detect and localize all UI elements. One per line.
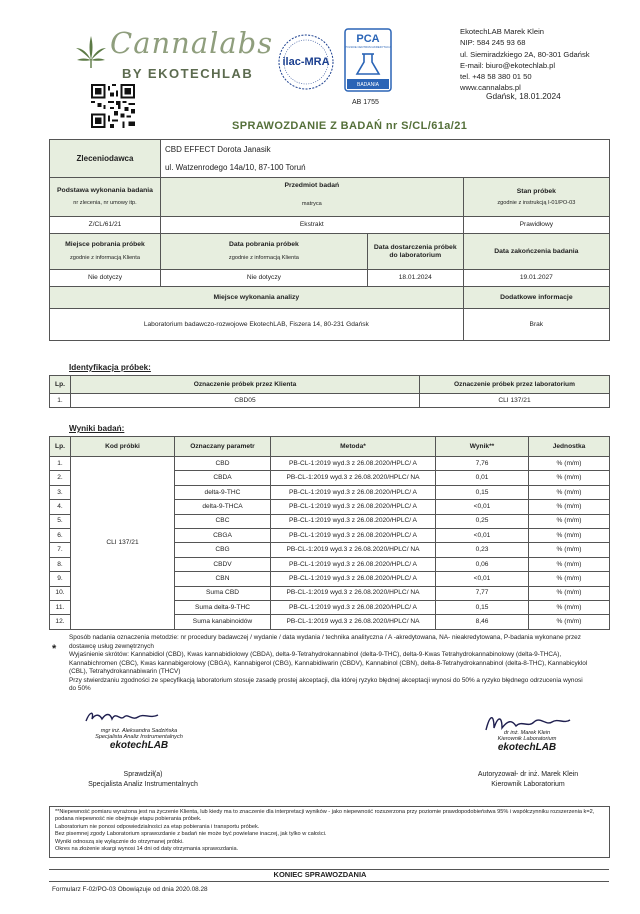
result-lp: 12. [50, 615, 71, 629]
ident-lab-header: Oznaczenie próbek przez laboratorium [420, 376, 610, 394]
left-signature-icon [82, 707, 162, 729]
method-note-asterisk: * [52, 643, 57, 655]
lab-website: www.cannalabs.pl [460, 83, 521, 93]
accreditation-number: AB 1755 [352, 99, 379, 106]
report-city-date: Gdańsk, 18.01.2024 [486, 91, 561, 101]
analysis-place-header: Miejsce wykonania analizy [50, 287, 464, 309]
result-parameter: Suma kanabinoidów [175, 615, 271, 629]
left-caption-1: Sprawdził(a) [123, 771, 163, 778]
result-method: PB-CL-1:2019 wyd.3 z 26.08.2020/HPLC/ A [271, 572, 436, 586]
left-stamp-logo: ekotechLAB [109, 740, 169, 751]
right-signature-caption [458, 770, 598, 790]
identification-table [49, 375, 610, 408]
result-value: 0,23 [436, 543, 529, 557]
right-signature-stamp [482, 730, 572, 753]
result-lp: 5. [50, 514, 71, 528]
right-stamp-name: dr inż. Marek Klein [503, 730, 551, 736]
result-parameter: CBDV [175, 557, 271, 571]
left-signature-caption [88, 770, 198, 790]
result-parameter: CBGA [175, 528, 271, 542]
end-divider-bottom [49, 881, 609, 882]
sampling-date-title: Data pobrania próbek [228, 241, 299, 249]
result-lp: 8. [50, 557, 71, 571]
result-method: PB-CL-1:2019 wyd.3 z 26.08.2020/HPLC/ A [271, 600, 436, 614]
result-value: 7,76 [436, 457, 529, 471]
subject-header-sub: matryca [301, 200, 322, 207]
condition-header-sub: zgodnie z instrukcją I-01/PO-03 [497, 199, 576, 206]
identification-section-title: Identyfikacja próbek: [69, 363, 151, 372]
logo-name: Cannalabs [110, 26, 274, 60]
analysis-place-value: Laboratorium badawczo-rozwojowe EkotechLAB, Fiszera 14, 80-231 Gdańsk [50, 309, 464, 341]
additional-info-header: Dodatkowe informacje [463, 287, 609, 309]
basis-header [50, 178, 161, 217]
sampling-place-value: Nie dotyczy [50, 270, 161, 287]
notes-block [69, 634, 589, 694]
sampling-date-value: Nie dotyczy [160, 270, 367, 287]
results-section-title: Wyniki badań: [69, 424, 125, 433]
footnote-complaints: Okres na złożenie skargi wynosi 14 dni od daty otrzymania sprawozdania. [55, 846, 239, 853]
sampling-date-header [160, 234, 367, 270]
subject-header [160, 178, 463, 217]
logo-subtitle: BY EKOTECHLAB [122, 66, 254, 81]
result-value: <0,01 [436, 572, 529, 586]
result-parameter: Suma CBD [175, 586, 271, 600]
delivery-date-value: 18.01.2024 [367, 270, 463, 287]
result-unit: % (m/m) [529, 471, 610, 485]
client-address: ul. Watzenrodego 14a/10, 87-100 Toruń [160, 159, 609, 178]
result-method: PB-CL-1:2019 wyd.3 z 26.08.2020/HPLC/ NA [271, 471, 436, 485]
pca-text: PCA [356, 33, 380, 45]
lab-phone: tel. +48 58 380 01 50 [460, 72, 532, 82]
result-value: 8,46 [436, 615, 529, 629]
result-method: PB-CL-1:2019 wyd.3 z 26.08.2020/HPLC/ A [271, 557, 436, 571]
ident-lab-code: CLI 137/21 [420, 394, 610, 408]
ident-client-header: Oznaczenie próbek przez Klienta [71, 376, 420, 394]
completion-date-header: Data zakończenia badania [463, 234, 609, 270]
ident-client-code: CBD05 [71, 394, 420, 408]
right-caption-2: Kierownik Laboratorium [491, 781, 565, 788]
sampling-date-sub: zgodnie z informacją Klienta [228, 255, 299, 262]
lab-address: ul. Siemiradzkiego 2A, 80-301 Gdańsk [460, 49, 590, 59]
delivery-date-header: Data dostarczenia próbek do laboratorium [367, 234, 463, 270]
pca-badania-text: BADANIA [357, 82, 379, 88]
results-table [49, 436, 610, 630]
right-caption-1: Autoryzował- dr inż. Marek Klein [477, 771, 579, 778]
result-value: 0,15 [436, 600, 529, 614]
acceptance-note: Przy stwierdzaniu zgodności ze specyfikacją laboratorium stosuje zasadę prostej akceptacji, dla której ryzyko błędnej akceptacji wynosi do 50% a ryzyko błędnego odrzucenia wynosi do 50% [69, 676, 583, 692]
condition-header-title: Stan próbek [516, 187, 556, 195]
footnote-results: Wyniki odnoszą się wyłącznie do otrzymanej próbki. [55, 838, 184, 845]
sampling-place-title: Miejsce pobrania próbek [65, 241, 145, 249]
form-footer: Formularz F-02/PO-03 Obowiązuje od dnia 2020.08.28 [52, 886, 208, 893]
result-method: PB-CL-1:2019 wyd.3 z 26.08.2020/HPLC/ A [271, 500, 436, 514]
result-parameter: CBN [175, 572, 271, 586]
results-lp-header: Lp. [50, 437, 71, 457]
result-unit: % (m/m) [529, 514, 610, 528]
result-unit: % (m/m) [529, 528, 610, 542]
table-row [50, 457, 610, 471]
abbreviations-note: Wyjaśnienie skrótów: Kannabidiol (CBD), Kwas kannabidiolowy (CBDA), delta-9-Tetrahydrokannabinol (delta-9-THC), delta-9-Kwas Tetrahydrokannabinolowy (delta-9-THCA), Kannabichromen (CBC), Kwas kannabigerolowy (CBGA), Kannabigerol (CBG), Kannabidiwarin (CBDV), Kannabinol (CBN), delta-8-Tetrahydrokannabinol (delta-8-THC), Kannabicyklol (CBL), Tetrahydrokannabiwarin (THCV) [69, 651, 588, 675]
result-lp: 3. [50, 485, 71, 499]
method-note: Sposób nadania oznaczenia metodzie: nr procedury badawczej / wydanie / data wydania / technika analityczna / A -akredytowana, NA- nieakredytowana, P-badania wykonane przez dostawcę usług zewnętrznych [69, 634, 581, 650]
left-caption-2: Specjalista Analiz Instrumentalnych [88, 781, 198, 788]
result-parameter: Suma delta-9-THC [175, 600, 271, 614]
report-title: SPRAWOZDANIE Z BADAŃ nr S/CL/61a/21 [232, 120, 468, 132]
result-value: <0,01 [436, 528, 529, 542]
basis-value: Z/CL/61/21 [50, 217, 161, 234]
results-result-header: Wynik** [436, 437, 529, 457]
result-method: PB-CL-1:2019 wyd.3 z 26.08.2020/HPLC/ NA [271, 586, 436, 600]
left-stamp-name: mgr inż. Aleksandra Sadzińska [100, 728, 178, 734]
result-lp: 4. [50, 500, 71, 514]
ilac-mra-text: ilac-MRA [282, 56, 330, 68]
basis-header-title: Podstawa wykonania badania [57, 187, 153, 195]
ident-lp: 1. [50, 394, 71, 408]
ilac-mra-accreditation-logo [272, 32, 340, 92]
result-unit: % (m/m) [529, 586, 610, 600]
result-lp: 1. [50, 457, 71, 471]
result-value: <0,01 [436, 500, 529, 514]
left-stamp-role: Specjalista Analiz Instrumentalnych [95, 734, 183, 740]
lab-nip: NIP: 584 245 93 68 [460, 38, 526, 48]
result-lp: 11. [50, 600, 71, 614]
result-lp: 2. [50, 471, 71, 485]
pca-logo [344, 28, 392, 92]
result-method: PB-CL-1:2019 wyd.3 z 26.08.2020/HPLC/ A [271, 528, 436, 542]
additional-info-value: Brak [463, 309, 609, 341]
sampling-place-sub: zgodnie z informacją Klienta [70, 255, 140, 262]
left-signature-stamp [94, 728, 184, 751]
result-parameter: CBDA [175, 471, 271, 485]
right-stamp-role: Kierownik Laboratorium [497, 736, 557, 742]
subject-header-title: Przedmiot badań [284, 182, 340, 189]
lab-email: E-mail: biuro@ekotechlab.pl [460, 60, 556, 70]
result-sample-code: CLI 137/21 [71, 457, 175, 630]
sampling-place-header [50, 234, 161, 270]
result-parameter: delta-9-THCA [175, 500, 271, 514]
cannabis-leaf-logo-icon [74, 34, 108, 70]
result-unit: % (m/m) [529, 500, 610, 514]
results-param-header: Oznaczany parametr [175, 437, 271, 457]
result-value: 0,01 [436, 471, 529, 485]
right-stamp-logo: ekotechLAB [497, 742, 557, 753]
ident-lp-header: Lp. [50, 376, 71, 394]
result-lp: 6. [50, 528, 71, 542]
client-name: CBD EFFECT Dorota Janasik [160, 140, 609, 159]
result-unit: % (m/m) [529, 557, 610, 571]
completion-date-value: 19.01.2027 [463, 270, 609, 287]
footnote-uncertainty: **Niepewność pomiaru wyrażona jest na życzenie Klienta, lub kiedy ma to znaczenie dla interpretacji wyników - jako niepewność rozszerzona przy poziomie prawdopodobieństwa 95% i współczynniku rozszerzenia k=2, podana niepewność nie obejmuje etapu pobierania próbek. [55, 809, 595, 823]
report-info-table [49, 139, 610, 341]
condition-value: Prawidłowy [463, 217, 609, 234]
result-lp: 9. [50, 572, 71, 586]
results-body [50, 457, 610, 630]
lab-contact-block [460, 26, 635, 94]
result-value: 0,15 [436, 485, 529, 499]
result-value: 0,06 [436, 557, 529, 571]
result-unit: % (m/m) [529, 457, 610, 471]
result-method: PB-CL-1:2019 wyd.3 z 26.08.2020/HPLC/ NA [271, 615, 436, 629]
basis-header-sub: nr zlecenia, nr umowy itp. [73, 200, 137, 207]
footnote-sampling: Laboratorium nie ponosi odpowiedzialności za etap pobierania i transportu próbek. [55, 823, 260, 830]
results-method-header: Metoda* [271, 437, 436, 457]
result-value: 0,25 [436, 514, 529, 528]
result-unit: % (m/m) [529, 615, 610, 629]
results-code-header: Kod próbki [71, 437, 175, 457]
result-parameter: CBG [175, 543, 271, 557]
result-unit: % (m/m) [529, 572, 610, 586]
result-unit: % (m/m) [529, 485, 610, 499]
result-parameter: CBD [175, 457, 271, 471]
result-method: PB-CL-1:2019 wyd.3 z 26.08.2020/HPLC/ A [271, 457, 436, 471]
result-parameter: CBC [175, 514, 271, 528]
result-method: PB-CL-1:2019 wyd.3 z 26.08.2020/HPLC/ A [271, 514, 436, 528]
subject-value: Ekstrakt [160, 217, 463, 234]
pca-subtitle: POLSKIE CENTRUM AKREDYTACJI [344, 45, 392, 49]
result-value: 7,77 [436, 586, 529, 600]
result-lp: 10. [50, 586, 71, 600]
lab-name: EkotechLAB Marek Klein [460, 27, 544, 36]
result-method: PB-CL-1:2019 wyd.3 z 26.08.2020/HPLC/ A [271, 485, 436, 499]
result-unit: % (m/m) [529, 543, 610, 557]
footnotes-box [49, 806, 610, 858]
client-label: Zleceniodawca [50, 140, 161, 178]
results-unit-header: Jednostka [529, 437, 610, 457]
result-parameter: delta-9-THC [175, 485, 271, 499]
result-unit: % (m/m) [529, 600, 610, 614]
result-lp: 7. [50, 543, 71, 557]
footnote-copying: Bez pisemnej zgody Laboratorium sprawozdanie z badań nie może być powielane inaczej, jak tylko w całości. [55, 831, 327, 838]
qr-code-icon [91, 84, 135, 128]
sample-condition-header [463, 178, 609, 217]
result-method: PB-CL-1:2019 wyd.3 z 26.08.2020/HPLC/ NA [271, 543, 436, 557]
end-of-report: KONIEC SPRAWOZDANIA [273, 870, 367, 879]
